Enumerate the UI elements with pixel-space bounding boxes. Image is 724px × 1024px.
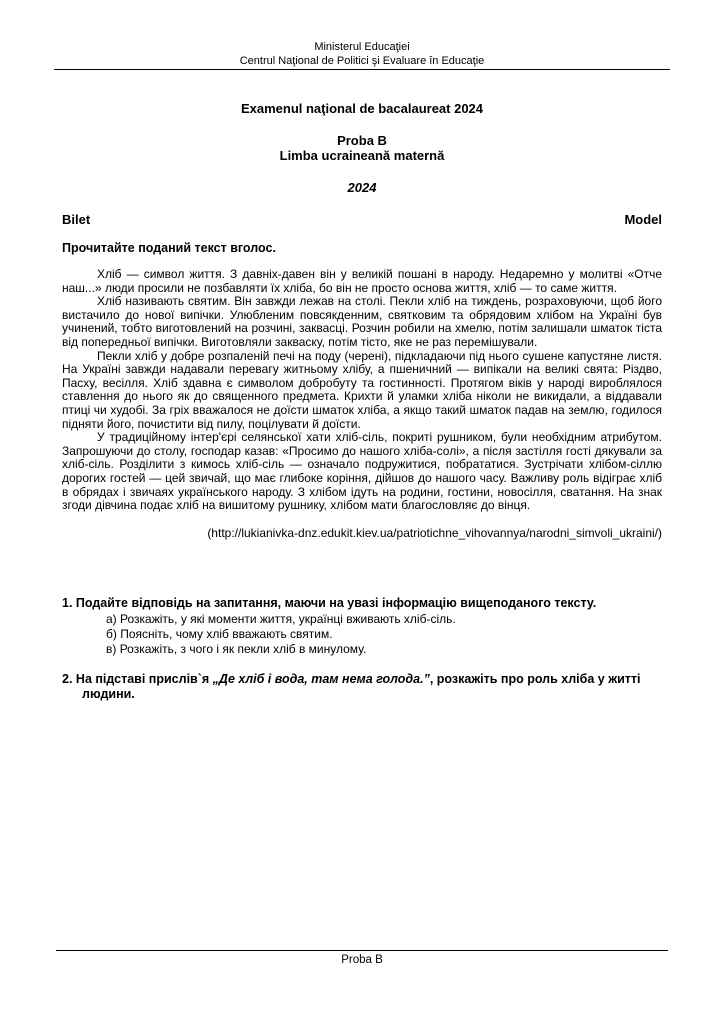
year-label: 2024 (347, 180, 377, 195)
paragraph: У традиційному інтер'єрі селянської хати хліб-сіль, покриті рушником, були необхідним атрибутом. Запрошуючи до столу, господар казав: «Просимо до нашого хліба-солі», а після застілля гості дякували за хліб-сіль. Розділити з кимось хліб-сіль — означало подружитися, побрататися. Зустрічати хлібом-сіллю дорогих гостей — цей звичай, що має глибоке коріння, дійшов до нашого часу. Важливу роль відіграє хліб в обрядах і звичаях українського народу. З хлібом ідуть на родини, гостини, новосілля, сватання. На знак згоди дівчина подає хліб на вишитому рушнику, хлібом мати благословляє до вінця. (62, 430, 662, 513)
content-area (62, 212, 662, 702)
bilet-label: Bilet (62, 212, 91, 227)
subject-label: Limba ucraineană maternă (279, 148, 445, 163)
task-2-number: 2. (62, 671, 73, 686)
tasks-section (62, 596, 662, 702)
reading-text (62, 268, 662, 513)
page-header (54, 40, 670, 70)
title-block (0, 101, 724, 195)
footer-proba-label: Proba B (341, 954, 383, 966)
source-url: (http://lukianivka-dnz.edukit.kiev.ua/patriotichne_vihovannya/narodni_simvoli_ukraini/) (207, 525, 662, 540)
task-1-subitem-a: а) Розкажіть, у які моменти життя, українці вживають хліб-сіль. (106, 611, 456, 626)
task-2-proverb: „Де хліб і вода, там нема голода.” (212, 671, 430, 686)
page-footer (56, 950, 668, 967)
proba-label: Proba B (337, 133, 387, 148)
paragraph: Хліб називають святим. Він завжди лежав на столі. Пекли хліб на тиждень, розраховуючи, щоб його вистачило до нової випічки. Улюбленим повсякденним, святковим та обрядовим хлібом на Україні був учинений, тобто виготовлений на розчині, заквасці. Розчин робили на хмелю, потім залишали шматок тіста від попередньої випічки. Виготовляли закваску, потім тісто, яке не раз перемішували. (62, 294, 662, 349)
task-2-prefix: На підставі прислів`я (72, 671, 213, 686)
bilet-model-row (62, 212, 662, 227)
task-1-number: 1. (62, 595, 73, 610)
task-1-subitems (82, 612, 662, 657)
exam-title: Examenul naţional de bacalaureat 2024 (240, 101, 484, 116)
task-2-suffix: , розкажіть про роль хліба у житті людини. (82, 671, 641, 701)
task-2 (62, 672, 662, 702)
header-center: Centrul Naţional de Politici şi Evaluare în Educaţie (239, 55, 485, 67)
header-ministry: Ministerul Educaţiei (314, 41, 410, 53)
paragraph: Хліб — символ життя. З давніх-давен він у великій пошані в народу. Недаремно у молитві «Отче наш...» люди просили не позбавляти їх хліба, бо він не просто основа життя, хліб — то саме життя. (62, 267, 662, 295)
model-label: Model (624, 212, 662, 227)
paragraph: Пекли хліб у добре розпаленій печі на поду (черені), підкладаючи під нього сушене капустяне листя. На Україні завжди надавали перевагу житньому хлібу, а пшеничний — випікали на великі свята: Різдво, Пасху, весілля. Хліб здавна є символом добробуту та гостинності. Протягом віків у народі вироблялося ставлення до нього як до священного предмета. Крихти й уламки хліба ніколи не викидали, а віддавали птиці чи худобі. За гріх вважалося не доїсти шматок хліба, а якщо такий шматок падав на землю, годилося підняти його, почистити від пилу, поцілувати й доїсти. (62, 348, 662, 431)
read-aloud-instruction: Прочитайте поданий текст вголос. (62, 241, 276, 255)
task-1 (62, 596, 662, 657)
task-1-text: Подайте відповідь на запитання, маючи на увазі інформацію вищеподаного тексту. (72, 595, 597, 610)
task-1-subitem-b: б) Поясніть, чому хліб вважають святим. (106, 626, 333, 641)
task-1-subitem-v: в) Розкажіть, з чого і як пекли хліб в минулому. (106, 641, 367, 656)
